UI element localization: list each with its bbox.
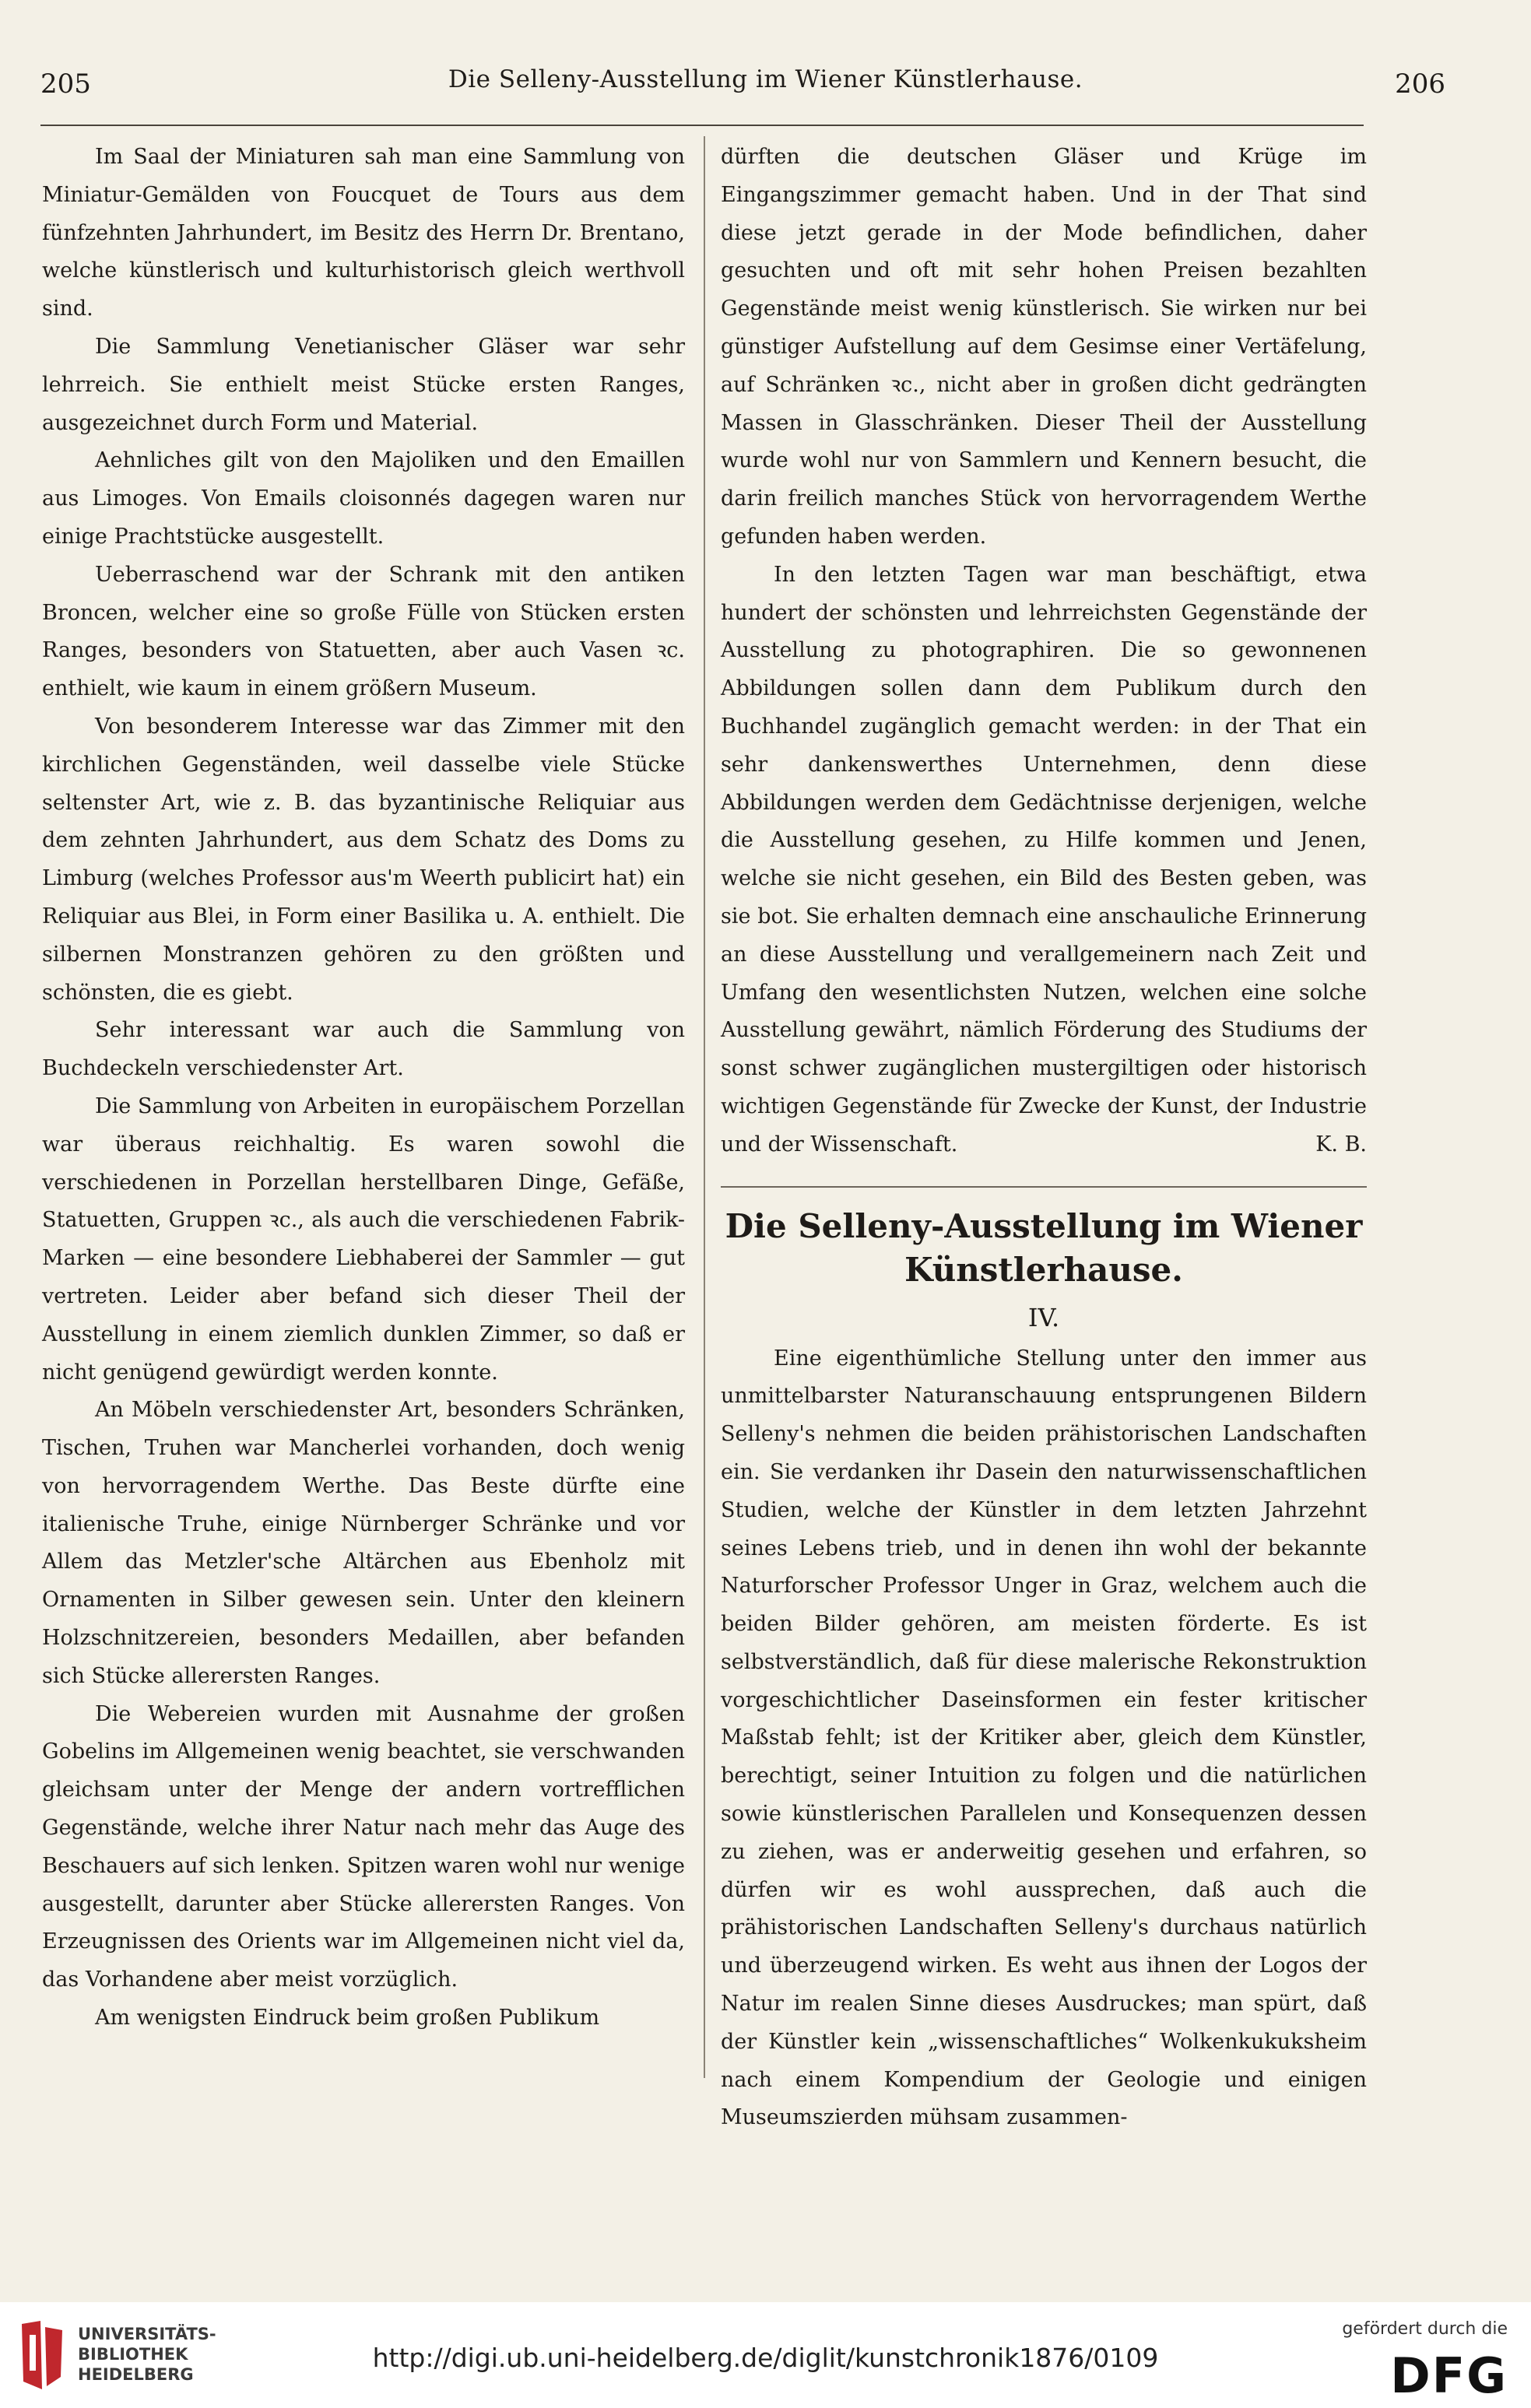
column-divider xyxy=(704,136,705,2078)
article-section-number: IV. xyxy=(1027,1302,1060,1332)
paragraph-venetian-glass: Die Sammlung Venetianischer Gläser war sehr lehrreich. Sie enthielt meist Stücke ersten Ranges, ausgezeichnet durch Form und Material. xyxy=(42,334,685,435)
paragraph-porcelain: Die Sammlung von Arbeiten in europäischem Porzellan war überaus reichhaltig. Es waren sowohl die verschiedenen in Porzellan herstellbaren Dinge, Gefäße, Statuetten, Gruppen ꝛc., als auch die verschiedenen Fabrik-Marken — eine besondere Liebhaberei der Sammler — gut vertreten. Leider aber befand sich dieser Theil der Ausstellung in einem ziemlich dunklen Zimmer, so daß er nicht genügend gewürdigt werden konnte. xyxy=(42,1093,685,1385)
source-url-link[interactable]: http://digi.ub.uni-heidelberg.de/diglit/kunstchronik1876/0109 xyxy=(372,2343,1159,2373)
paragraph-continuation: dürften die deutschen Gläser und Krüge im Eingangszimmer gemacht haben. Und in der That sind diese jetzt gerade in der Mode befindlichen, daher gesuchten und oft mit sehr hohen Preisen bezahlten Gegenstände meist wenig künstlerisch. Sie wirken nur bei günstiger Aufstellung auf dem Gesimse einer Vertäfelung, auf Schränken ꝛc., nicht aber in großen dicht gedrängten Massen in Glasschränken. Dieser Theil der Ausstellung wurde wohl nur von Sammlern und Kennern besucht, die darin freilich manches Stück von hervorragendem Werthe gefunden haben werden. xyxy=(721,145,1367,549)
paragraph-furniture: An Möbeln verschiedenster Art, besonders Schränken, Tischen, Truhen war Mancherlei vorhanden, doch wenig von hervorragendem Werthe. Das Beste dürfte eine italienische Truhe, einige Nürnberger Schränke und vor Allem das Metzler'sche Altärchen aus Ebenholz mit Ornamenten in Silber gewesen sein. Unter den kleinern Holzschnitzereien, besonders Medaillen, aber befanden sich Stücke allerersten Ranges. xyxy=(42,1398,685,1688)
library-name-line: BIBLIOTHEK xyxy=(78,2345,188,2364)
page-number-right: 206 xyxy=(1395,68,1445,100)
paragraph-antique-bronzes: Ueberraschend war der Schrank mit den antiken Broncen, welcher eine so große Fülle von Stücken ersten Ranges, besonders von Statuetten, aber auch Vasen ꝛc. enthielt, wie kaum in einem größern Museum. xyxy=(42,562,685,701)
left-column xyxy=(42,139,685,2038)
paragraph-book-covers: Sehr interessant war auch die Sammlung von Buchdeckeln verschiedenster Art. xyxy=(42,1018,685,1081)
dfg-logo: DFG xyxy=(1390,2347,1508,2404)
library-name-line: UNIVERSITÄTS- xyxy=(78,2325,216,2343)
paragraph-prehistoric-landscapes: Eine eigenthümliche Stellung unter den immer aus unmittelbarster Naturanschauung entsprungenen Bildern Selleny's nehmen die beiden prähistorischen Landschaften ein. Sie verdanken ihr Dasein den naturwissenschaftlichen Studien, welche der Künstler in dem letzten Jahrzehnt seines Lebens trieb, und in denen ihn wohl der bekannte Naturforscher Professor Unger in Graz, welchem auch die beiden Bilder gehören, am meisten förderte. Es ist selbstverständlich, daß für diese malerische Rekonstruktion vorgeschichtlicher Daseinsformen ein fester kritischer Maßstab fehlt; ist der Kritiker aber, gleich dem Künstler, berechtigt, seiner Intuition zu folgen und die natürlichen sowie künstlerischen Parallelen und Konsequenzen dessen zu ziehen, was er anderweitig gesehen und erfahren, so dürfen wir es wohl aussprechen, daß auch die prähistorischen Landschaften Selleny's durchaus natürlich und überzeugend wirken. Es weht aus ihnen der Logos der Natur im realen Sinne dieses Ausdruckes; man spürt, daß der Künstler kein „wissenschaftliches“ Wolkenkukuksheim nach einem Kompendium der Geologie und einigen Museumszierden mühsam zusammen- xyxy=(721,1346,1367,2130)
paragraph-weavings: Die Webereien wurden mit Ausnahme der großen Gobelins im Allgemeinen wenig beachtet, sie verschwanden gleichsam unter der Menge der andern vortrefflichen Gegenstände, welche ihrer Natur nach mehr das Auge des Beschauers auf sich lenken. Spitzen waren wohl nur wenige ausgestellt, darunter aber Stücke allerersten Ranges. Von Erzeugnissen des Orients war im Allgemeinen nicht viel da, das Vorhandene aber meist vorzüglich. xyxy=(42,1701,685,1992)
photographs-text: In den letzten Tagen war man beschäftigt, etwa hundert der schönsten und lehrreichsten Gegenstände der Ausstellung zu photographiren. Die so gewonnenen Abbildungen sollen dann dem Publikum durch den Buchhandel zugänglich gemacht werden: in der That ein sehr dankenswerthes Unternehmen, denn diese Abbildungen werden dem Gedächtnisse derjenigen, welche die Ausstellung gesehen, zu Hilfe kommen und Jenen, welche sie nicht gesehen, ein Bild des Besten geben, was sie bot. Sie erhalten demnach eine anschauliche Erinnerung an diese Ausstellung und verallgemeinern nach Zeit und Umfang den wesentlichsten Nutzen, welchen eine solche Ausstellung gewährt, nämlich Förderung des Studiums der sonst schwer zugänglichen mustergiltigen oder historisch wichtigen Gegenstände für Zwecke der Kunst, der Industrie und der Wissenschaft. xyxy=(721,562,1367,1157)
header-rule xyxy=(40,125,1364,126)
article-separator xyxy=(721,1186,1367,1188)
paragraph-least-impression: Am wenigsten Eindruck beim großen Publikum xyxy=(95,2006,600,2031)
page-number-left: 205 xyxy=(40,68,91,100)
running-title: Die Selleny-Ausstellung im Wiener Künstlerhause. xyxy=(448,65,1083,93)
funding-caption: gefördert durch die xyxy=(1342,2319,1508,2339)
author-signature: K. B. xyxy=(1315,1132,1367,1157)
article-title: Die Selleny-Ausstellung im Wiener Künstlerhause. xyxy=(725,1206,1363,1289)
paragraph-majolica: Aehnliches gilt von den Majoliken und den Emaillen aus Limoges. Von Emails cloisonnés dagegen waren nur einige Prachtstücke ausgestellt. xyxy=(42,448,685,549)
right-column xyxy=(721,139,1367,2137)
paragraph-church-objects: Von besonderem Interesse war das Zimmer mit den kirchlichen Gegenständen, weil dasselbe viele Stücke seltenster Art, wie z. B. das byzantinische Reliquiar aus dem zehnten Jahrhundert, aus dem Schatz des Doms zu Limburg (welches Professor aus'm Weerth publicirt hat) ein Reliquiar aus Blei, in Form einer Basilika u. A. enthielt. Die silbernen Monstranzen gehören zu den größten und schönsten, die es giebt. xyxy=(42,714,685,1005)
footer-bar xyxy=(0,2302,1531,2408)
paragraph-miniatures: Im Saal der Miniaturen sah man eine Sammlung von Miniatur-Gemälden von Foucquet de Tours aus dem fünfzehnten Jahrhundert, im Besitz des Herrn Dr. Brentano, welche künstlerisch und kulturhistorisch gleich werthvoll sind. xyxy=(42,145,685,321)
paragraph-photographs xyxy=(721,556,1367,1164)
library-name-line: HEIDELBERG xyxy=(78,2365,194,2384)
